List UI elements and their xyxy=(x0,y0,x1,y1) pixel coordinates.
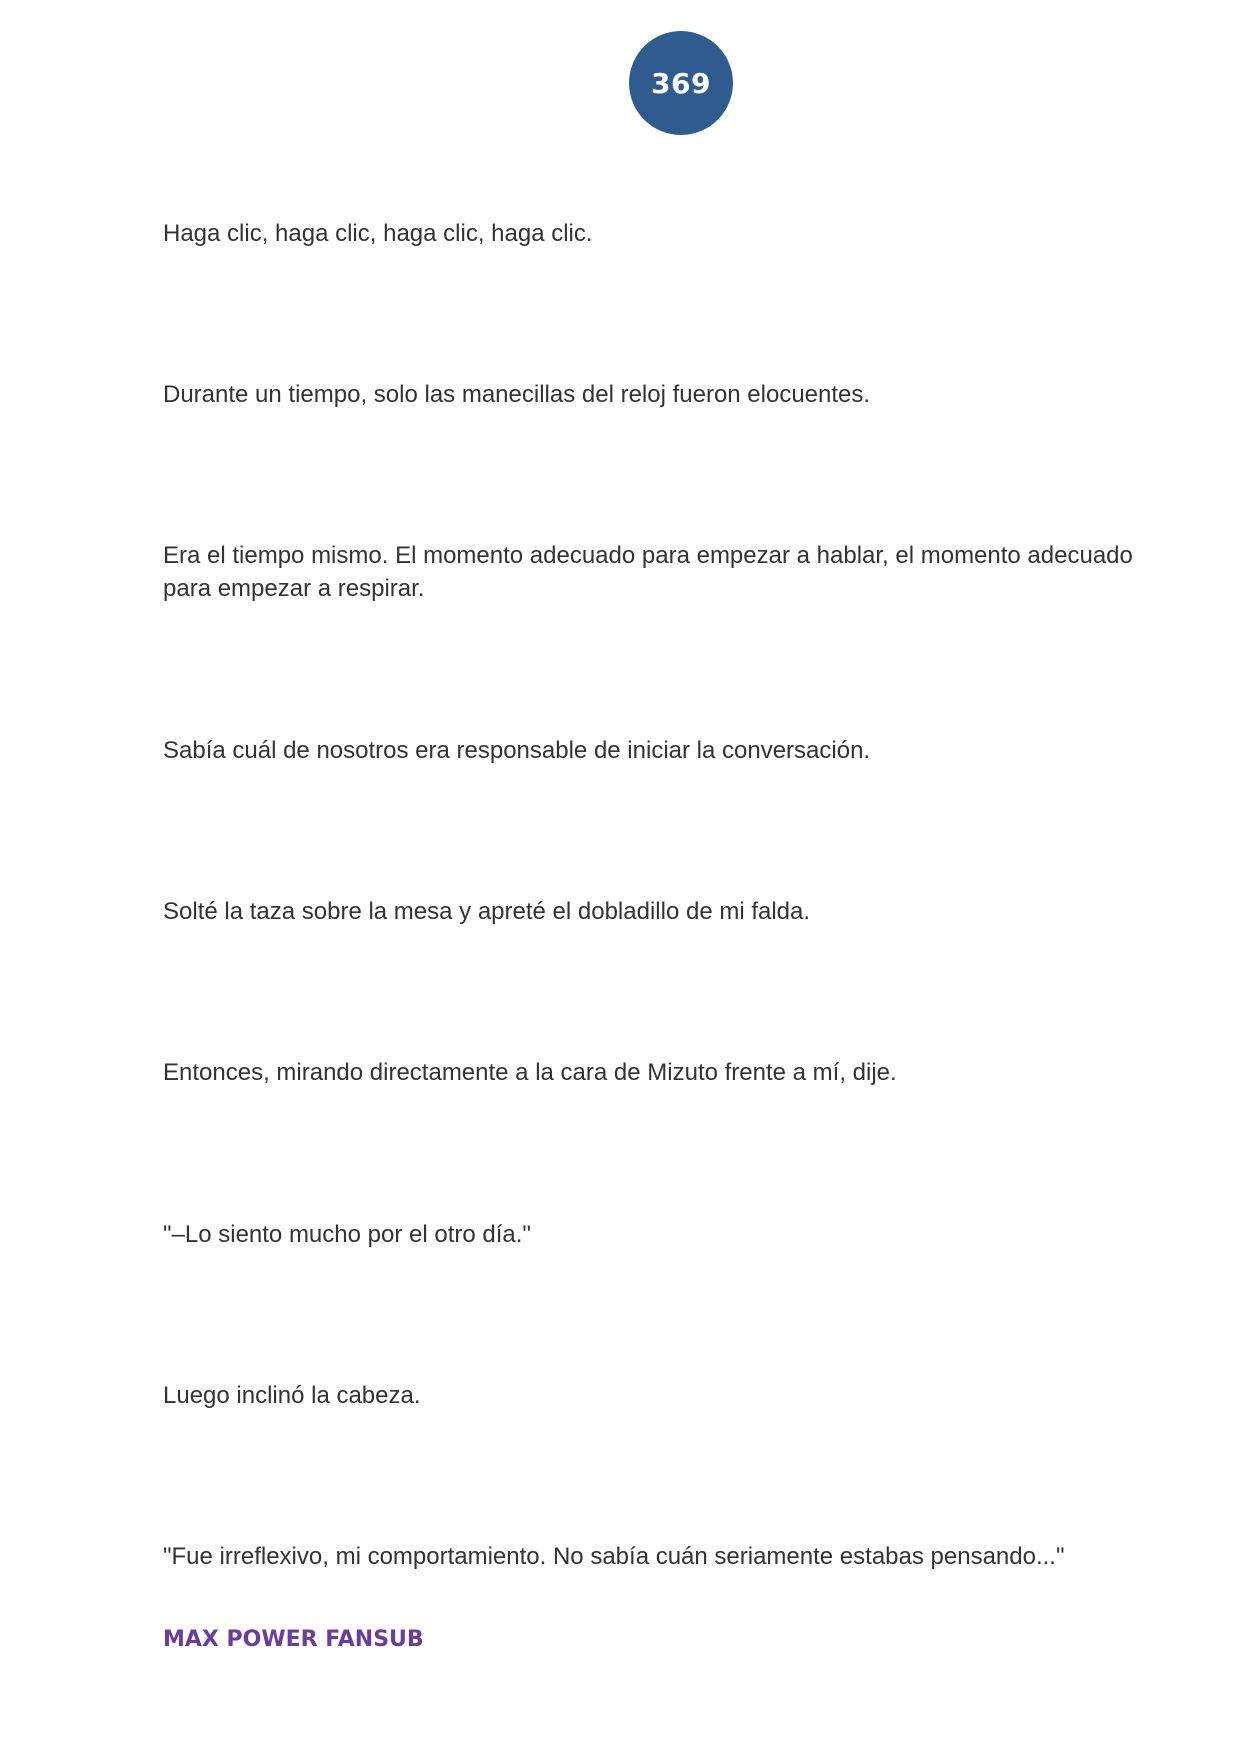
paragraph-9: "Fue irreflexivo, mi comportamiento. No sabía cuán seriamente estabas pensando..." xyxy=(163,1543,1065,1570)
paragraph-3: Era el tiempo mismo. El momento adecuado para empezar a hablar, el momento adecuado para empezar a respirar. xyxy=(163,542,1133,602)
paragraph-5: Solté la taza sobre la mesa y apreté el dobladillo de mi falda. xyxy=(163,898,811,925)
page-number: 369 xyxy=(651,66,711,100)
paragraph-4: Sabía cuál de nosotros era responsable de iniciar la conversación. xyxy=(163,737,871,764)
paragraph-1: Haga clic, haga clic, haga clic, haga clic. xyxy=(163,220,593,247)
page-number-badge xyxy=(629,31,733,135)
paragraph-2: Durante un tiempo, solo las manecillas del reloj fueron elocuentes. xyxy=(163,381,871,408)
paragraph-6: Entonces, mirando directamente a la cara de Mizuto frente a mí, dije. xyxy=(163,1059,897,1086)
paragraph-7: "–Lo siento mucho por el otro día." xyxy=(163,1221,531,1248)
footer-credit: MAX POWER FANSUB xyxy=(163,1627,424,1652)
paragraph-8: Luego inclinó la cabeza. xyxy=(163,1382,421,1409)
